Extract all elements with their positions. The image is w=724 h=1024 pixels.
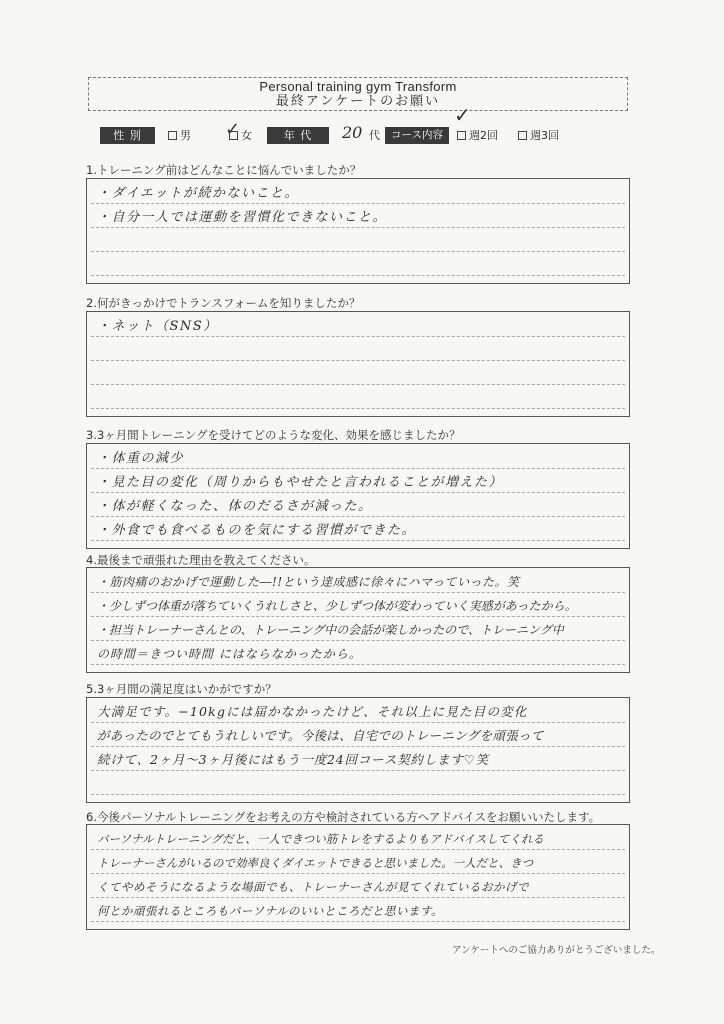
answer-6-line-3: くてやめそうになるような場面でも、トレーナーさんが見てくれているおかげで	[97, 880, 529, 894]
question-4-title: 4.最後まで頑張れた理由を教えてください。	[86, 553, 316, 567]
age-label: 年 代	[267, 127, 329, 144]
answer-5-line-1: 大満足です。−10kgには届かなかったけど、それ以上に見た目の変化	[97, 704, 528, 719]
check-mark-icon: ✓	[454, 103, 471, 127]
course-option-3x[interactable]: 週3回	[518, 128, 559, 144]
age-value: 20	[342, 123, 363, 142]
answer-3-line-2: ・見た目の変化（周りからもやせたと言われることが増えた）	[97, 475, 504, 490]
answer-6-line-1: パーソナルトレーニングだと、一人できつい筋トレをするよりもアドバイスしてくれる	[97, 832, 544, 846]
answer-3-line-4: ・外食でも食べるものを気にする習慣ができた。	[97, 523, 417, 538]
checkbox-course-2x[interactable]	[457, 131, 466, 140]
answer-5-line-3: 続けて、2ヶ月〜3ヶ月後にはもう一度24回コース契約します♡笑	[97, 752, 489, 767]
question-2-title: 2.何がきっかけでトランスフォームを知りましたか？	[86, 296, 361, 310]
answer-box-4[interactable]	[86, 567, 630, 673]
question-5-title: 5.3ヶ月間の満足度はいかがですか？	[86, 682, 277, 696]
answer-3-line-3: ・体が軽くなった、体のだるさが減った。	[97, 499, 373, 514]
answer-6-line-2: トレーナーさんがいるので効率良くダイエットできると思いました。一人だと、きつ	[97, 856, 534, 870]
course-option-2x[interactable]: 週2回	[457, 128, 498, 144]
age-suffix: 代	[369, 129, 380, 142]
answer-3-line-1: ・体重の減少	[97, 451, 185, 466]
check-mark-icon: ✓	[225, 119, 241, 140]
answer-5-line-2: があったのでとてもうれしいです。今後は、自宅でのトレーニングを頑張って	[97, 728, 544, 743]
question-3-title: 3.3ヶ月間トレーニングを受けてどのような変化、効果を感じましたか？	[86, 428, 461, 442]
gender-option-female[interactable]: 女	[229, 128, 252, 144]
answer-4-line-1: ・筋肉痛のおかげで運動した―!!という達成感に徐々にハマっていった。笑	[97, 575, 520, 589]
question-1-title: 1.トレーニング前はどんなことに悩んでいましたか？	[86, 163, 362, 177]
gender-label: 性 別	[100, 127, 155, 144]
answer-box-5[interactable]	[86, 697, 630, 803]
survey-header	[88, 77, 628, 111]
question-6-title: 6.今後パーソナルトレーニングをお考えの方や検討されている方へアドバイスをお願いいたします。	[86, 810, 601, 824]
answer-box-1[interactable]	[86, 178, 630, 284]
answer-box-2[interactable]	[86, 311, 630, 417]
answer-box-3[interactable]	[86, 443, 630, 549]
thank-you-note: アンケートへのご協力ありがとうございました。	[452, 945, 661, 956]
checkbox-male[interactable]	[168, 131, 177, 140]
answer-1-line-1: ・ダイエットが続かないこと。	[97, 186, 299, 201]
survey-title: 最終アンケートのお願い	[275, 94, 441, 109]
answer-6-line-4: 何とか頑張れるところもパーソナルのいいところだと思います。	[97, 904, 444, 918]
answer-box-6[interactable]	[86, 824, 630, 930]
answer-4-line-2: ・少しずつ体重が落ちていくうれしさと、少しずつ体が変わっていく実感があったから。	[97, 599, 577, 613]
checkbox-course-3x[interactable]	[518, 131, 527, 140]
course-label: コース内容	[385, 127, 449, 144]
answer-4-line-4: の時間＝きつい時間 にはならなかったから。	[97, 647, 362, 661]
respondent-info-row	[97, 103, 617, 147]
answer-1-line-2: ・自分一人では運動を習慣化できないこと。	[97, 210, 388, 225]
gym-name: Personal training gym Transform	[259, 79, 457, 94]
answer-4-line-3: ・担当トレーナーさんとの、トレーニング中の会話が楽しかったので、トレーニング中	[97, 623, 564, 637]
gender-option-male[interactable]: 男	[168, 128, 191, 144]
answer-2-line-1: ・ネット（SNS）	[97, 319, 218, 334]
